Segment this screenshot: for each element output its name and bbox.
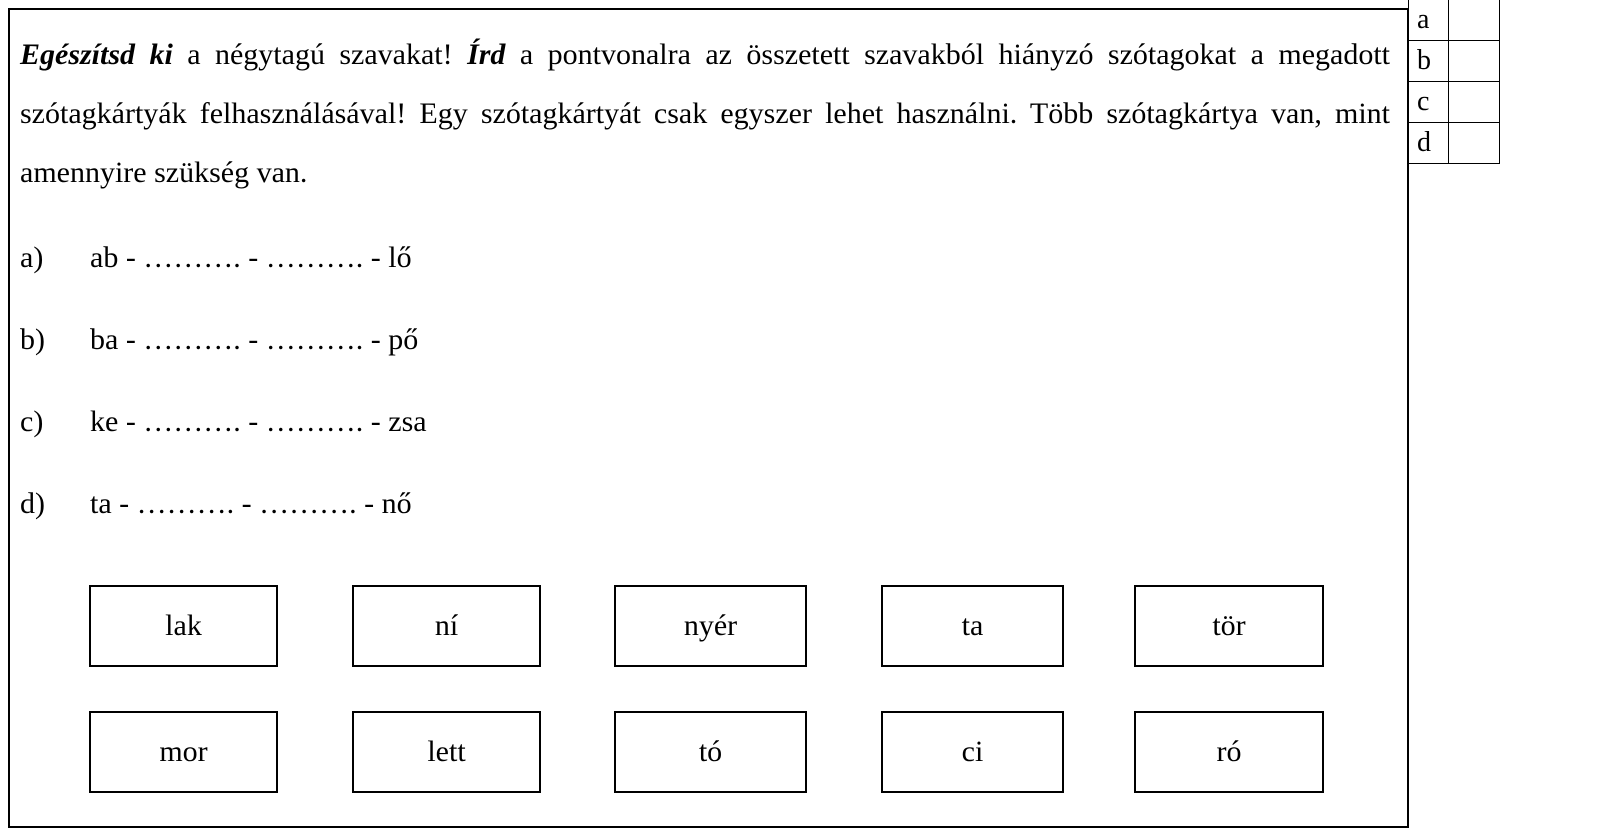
score-label: a: [1409, 0, 1449, 41]
syllable-card[interactable]: lak: [89, 585, 278, 667]
syllable-card[interactable]: tó: [614, 711, 807, 793]
exercise-text: ke - ………. - ………. - zsa: [90, 405, 427, 438]
score-label: c: [1409, 82, 1449, 123]
instruction-text-1: a négytagú szavakat!: [172, 38, 468, 71]
score-label: b: [1409, 41, 1449, 82]
exercise-text: ta - ………. - ………. - nő: [90, 487, 412, 520]
syllable-card[interactable]: tör: [1134, 585, 1324, 667]
syllable-card[interactable]: nyér: [614, 585, 807, 667]
exercise-letter: d): [20, 487, 45, 520]
instruction-verb-complete: Egészítsd ki: [20, 38, 173, 71]
instructions: [20, 25, 1390, 202]
exercise-letter: a): [20, 241, 44, 274]
instruction-verb-write: Írd: [467, 38, 506, 71]
score-box[interactable]: [1449, 41, 1500, 82]
score-box[interactable]: [1449, 82, 1500, 123]
exercise-letter: c): [20, 405, 44, 438]
exercise-a[interactable]: [20, 240, 412, 276]
syllable-card[interactable]: lett: [352, 711, 541, 793]
exercise-letter: b): [20, 323, 45, 356]
exercise-c[interactable]: [20, 404, 427, 440]
exercise-d[interactable]: [20, 486, 412, 522]
syllable-card[interactable]: ta: [881, 585, 1064, 667]
instruction-text-2: a pontvonalra az összetett szavakból hiányzó szótagokat a megadott szótagkártyák felhasználásával! Egy szótagkártyát csak egyszer lehet használni. Több szótagkártya van, mint amennyire szükség van.: [20, 38, 1391, 189]
score-label: d: [1409, 123, 1449, 164]
exercise-text: ab - ………. - ………. - lő: [90, 241, 412, 274]
syllable-card[interactable]: ró: [1134, 711, 1324, 793]
syllable-card[interactable]: ci: [881, 711, 1064, 793]
score-table: [1408, 0, 1500, 164]
score-box[interactable]: [1449, 0, 1500, 41]
exercise-text: ba - ………. - ………. - pő: [90, 323, 419, 356]
syllable-card[interactable]: ní: [352, 585, 541, 667]
exercise-b[interactable]: [20, 322, 418, 358]
syllable-card[interactable]: mor: [89, 711, 278, 793]
score-box[interactable]: [1449, 123, 1500, 164]
